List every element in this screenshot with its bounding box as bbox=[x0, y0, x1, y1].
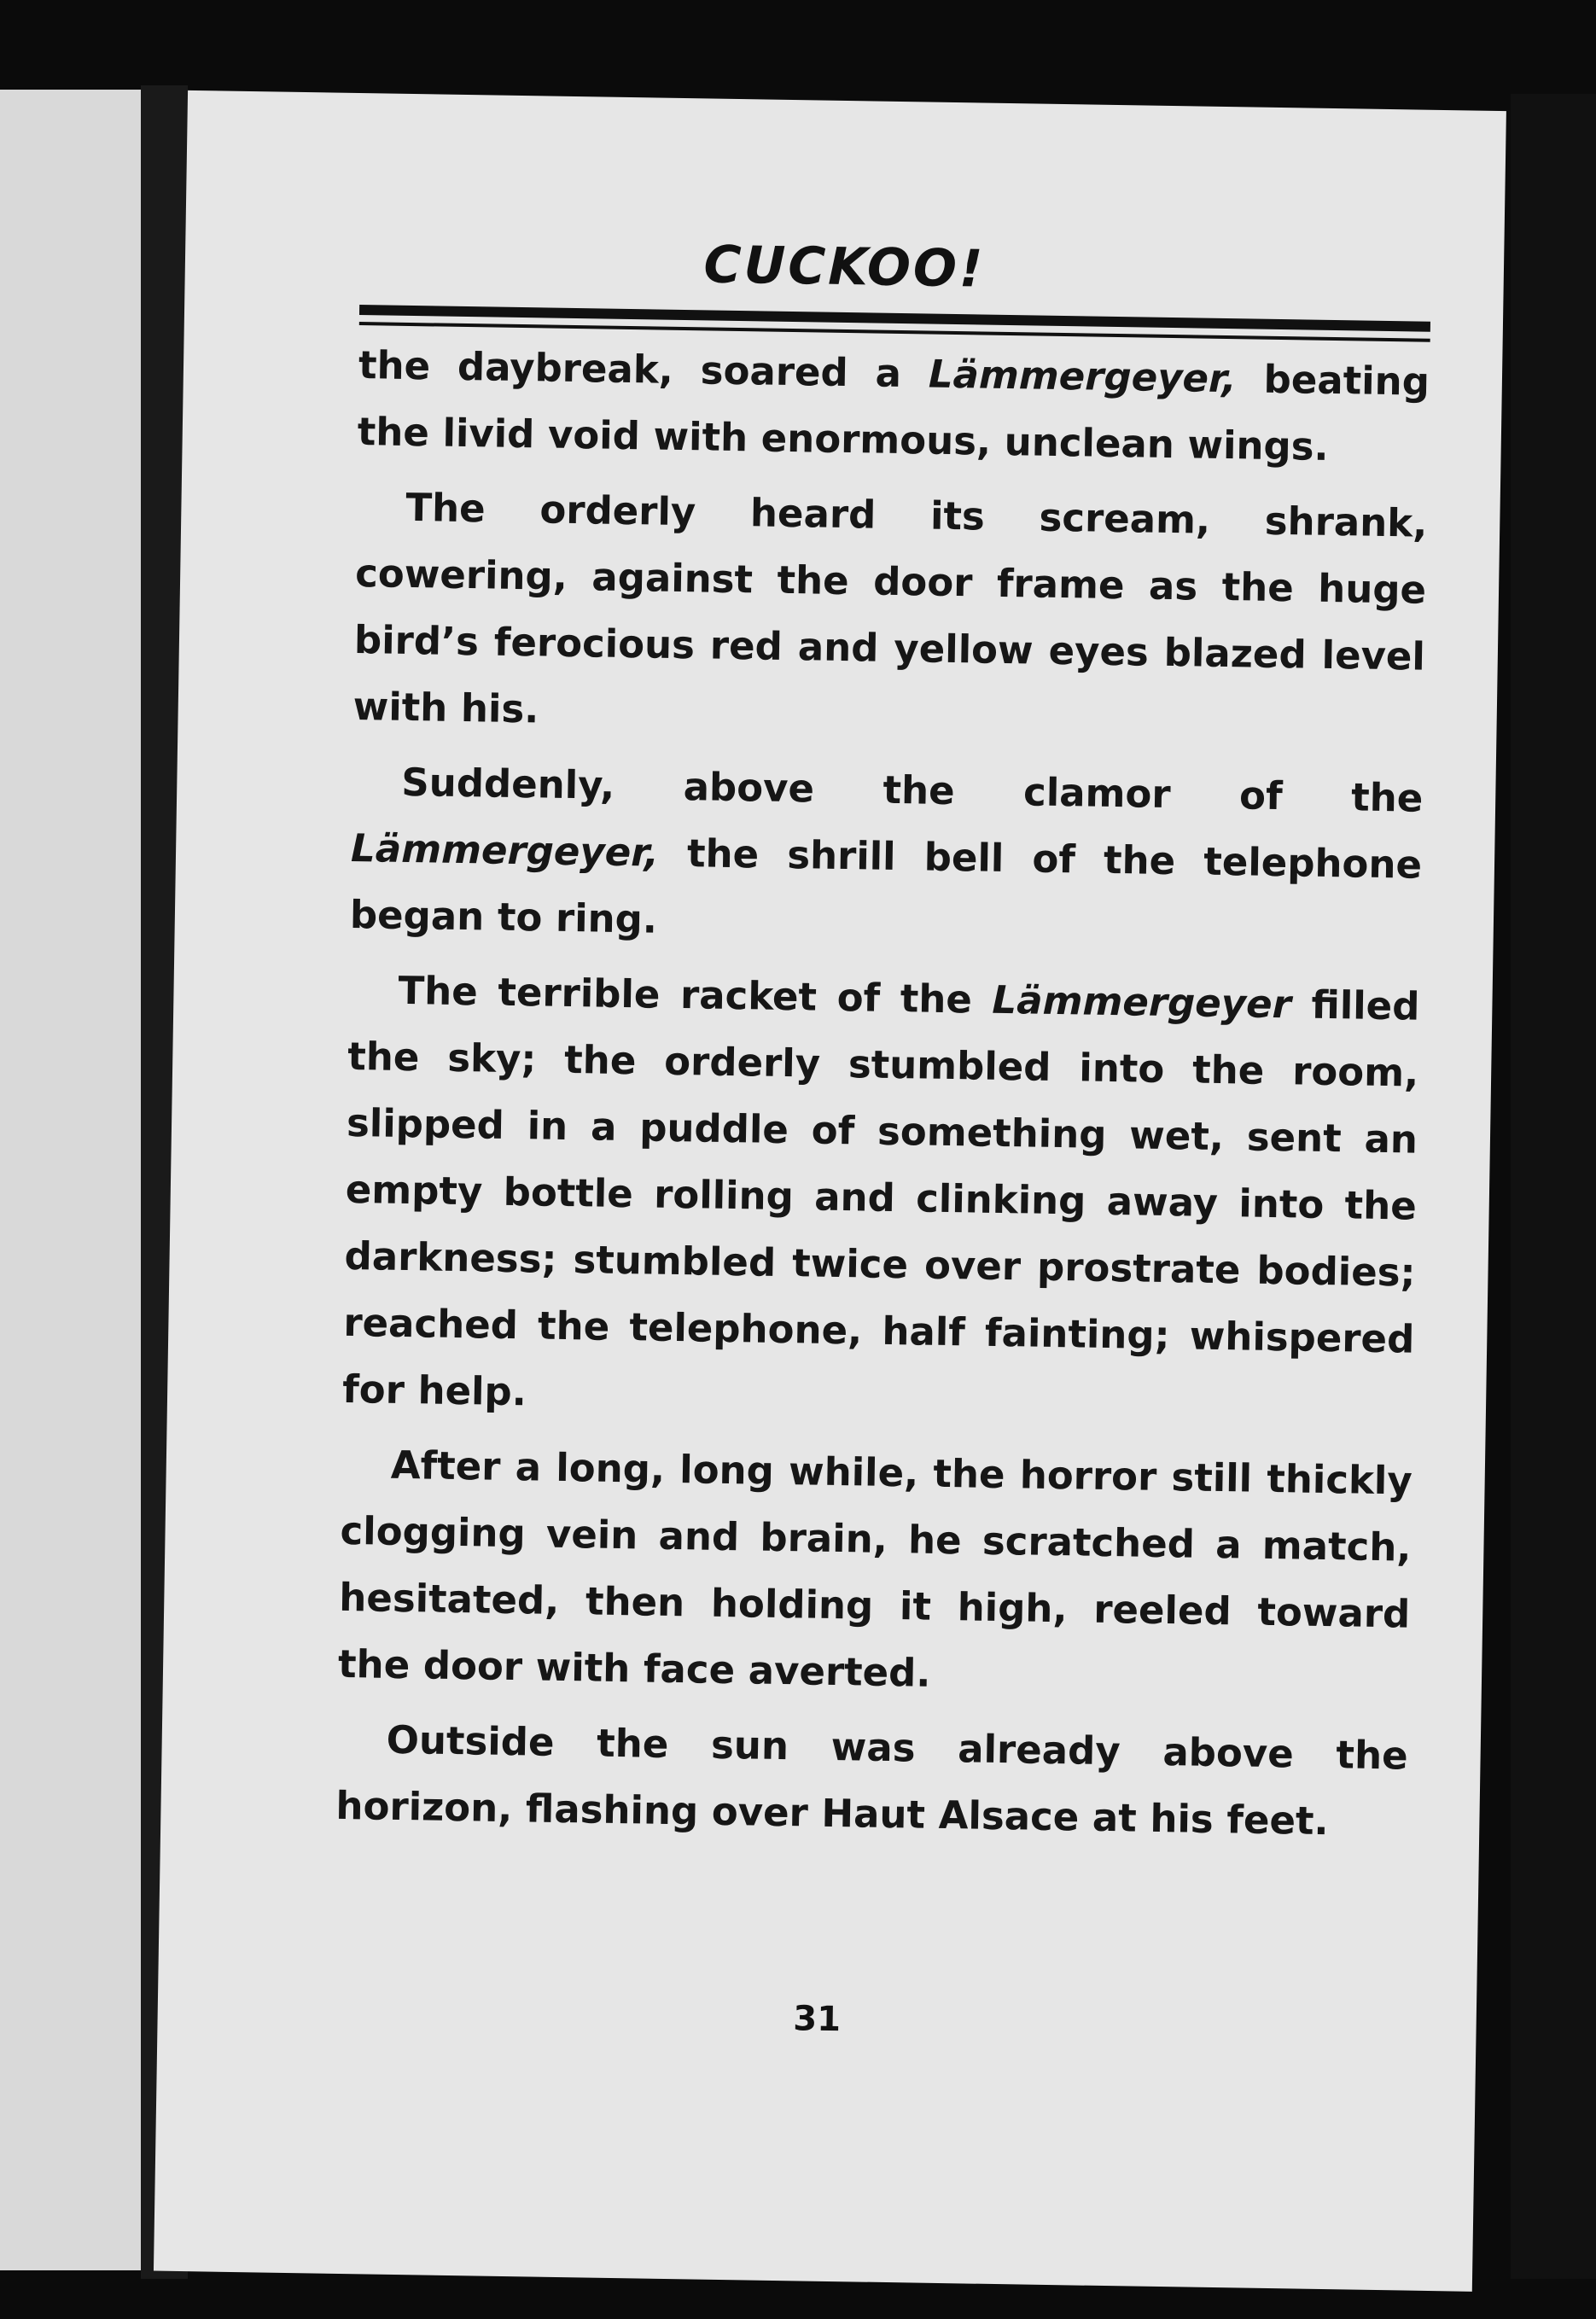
paragraph-text: beating the livid void with enormous, unclean wings. bbox=[357, 356, 1430, 469]
paragraph bbox=[342, 957, 1420, 1440]
scan-border bbox=[1511, 94, 1596, 2279]
facing-page-edge bbox=[0, 90, 141, 2270]
book-page bbox=[154, 90, 1506, 2292]
paragraph-text: filled the sky; the orderly stumbled into the room, slipped in a puddle of something wet, sent an empty bottle rolling and clinking away into the darkness; stumbled twice over prostrate bodies; reached the telephone, half fainting; whispered for help. bbox=[341, 982, 1420, 1415]
paragraph: Outside the sun was already above the horizon, flashing over Haut Alsace at his feet. bbox=[335, 1716, 1409, 1844]
paragraph-text: The terrible racket of the bbox=[398, 967, 993, 1023]
paragraph: After a long, long while, the horror still thickly clogging vein and brain, he scratched a match, hesitated, then holding it high, reeled toward the door with face averted. bbox=[337, 1442, 1413, 1696]
paragraph-text: the daybreak, soared a bbox=[358, 342, 929, 397]
italic-term: Lämmergeyer, bbox=[928, 351, 1238, 402]
paragraph bbox=[349, 749, 1424, 965]
italic-term: Lämmergeyer, bbox=[350, 824, 660, 876]
body-text bbox=[335, 332, 1430, 1856]
paragraph-text: the shrill bell of the telephone began to ring. bbox=[349, 830, 1423, 942]
page-number: 31 bbox=[792, 1999, 842, 2040]
italic-term: Lämmergeyer bbox=[992, 976, 1292, 1028]
paragraph-text: Suddenly, above the clamor of the bbox=[400, 759, 1424, 821]
paragraph bbox=[357, 332, 1430, 482]
paragraph: The orderly heard its scream, shrank, cowering, against the door frame as the huge bird’s ferocious red and yellow eyes blazed level with his. bbox=[352, 484, 1428, 732]
running-header: CUCKOO! bbox=[702, 235, 986, 300]
